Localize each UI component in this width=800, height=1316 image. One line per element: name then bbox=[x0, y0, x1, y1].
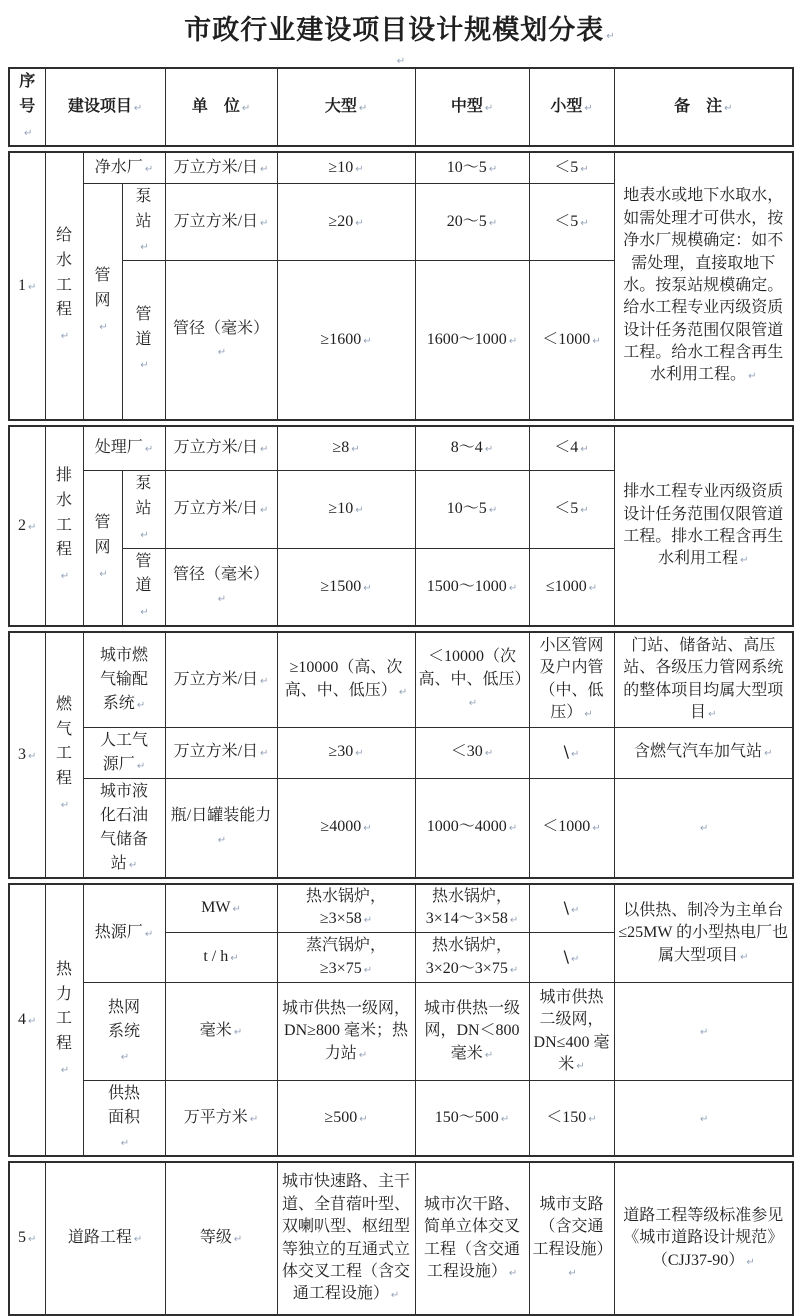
cell-text: ＜5 ↵ bbox=[554, 500, 588, 517]
section-road bbox=[8, 1161, 794, 1316]
cell-text: 20～5 ↵ bbox=[447, 213, 497, 230]
unit-cell bbox=[165, 1081, 277, 1157]
cell-text: \ ↵ bbox=[564, 898, 580, 917]
small-value bbox=[529, 471, 614, 548]
project-group-label bbox=[45, 884, 83, 1157]
cell-text bbox=[698, 818, 708, 835]
cell-text: 小区管网及户内管（中、低压） ↵ bbox=[539, 637, 603, 721]
cell-text: 热水锅炉，≥3×58 ↵ bbox=[306, 888, 386, 927]
remark-cell bbox=[614, 727, 793, 778]
section-water-supply bbox=[8, 151, 794, 420]
cell-text: 备 注 ↵ bbox=[674, 98, 732, 115]
not-applicable-slash bbox=[529, 933, 614, 983]
cell-text: ≥1500 ↵ bbox=[320, 578, 371, 595]
remark-cell bbox=[614, 632, 793, 727]
large-value bbox=[277, 1081, 415, 1157]
header-large bbox=[277, 68, 415, 146]
cell-text: 管网 ↵ bbox=[93, 264, 111, 338]
project-label bbox=[83, 632, 165, 727]
cell-text: 门站、储备站、高压站、各级压力管网系统的整体项目均属大型项目 ↵ bbox=[623, 637, 783, 721]
cell-text: 燃气工程 ↵ bbox=[55, 693, 73, 817]
small-value bbox=[529, 261, 614, 420]
medium-value bbox=[415, 1162, 529, 1315]
header-row bbox=[8, 67, 794, 147]
cell-text: 热网系统 ↵ bbox=[106, 996, 143, 1068]
cell-text: \ ↵ bbox=[564, 947, 580, 966]
project-label bbox=[83, 1081, 165, 1157]
cell-text: 热源厂 ↵ bbox=[95, 924, 153, 941]
project-label bbox=[83, 183, 122, 419]
large-value bbox=[277, 983, 415, 1081]
cell-text: ≥500 ↵ bbox=[324, 1109, 367, 1126]
medium-value bbox=[415, 261, 529, 420]
cell-text: 城市燃气输配系统 ↵ bbox=[96, 644, 151, 716]
cell-text: 5 ↵ bbox=[18, 1229, 36, 1246]
cell-text: t / h ↵ bbox=[203, 948, 238, 965]
cell-text: 以供热、制冷为主单台≤25MW 的小型热电厂也属大型项目 ↵ bbox=[618, 902, 788, 964]
row-number bbox=[9, 884, 45, 1157]
sub-project-label bbox=[122, 183, 165, 260]
medium-value bbox=[415, 983, 529, 1081]
cell-text: 4 ↵ bbox=[18, 1011, 36, 1028]
small-value bbox=[529, 426, 614, 471]
remark-cell bbox=[614, 983, 793, 1081]
project-label bbox=[83, 152, 165, 183]
cell-text: 城市液化石油气储备站 ↵ bbox=[96, 780, 151, 876]
remark-cell bbox=[614, 884, 793, 983]
paragraph-mark bbox=[395, 51, 405, 68]
cell-text: 城市供热一级网，DN＜800 毫米 ↵ bbox=[424, 1000, 520, 1062]
cell-text: 泵站 ↵ bbox=[134, 472, 152, 546]
project-label bbox=[83, 884, 165, 983]
large-value bbox=[277, 548, 415, 626]
cell-text bbox=[698, 1109, 708, 1126]
cell-text: 1000～4000 ↵ bbox=[427, 818, 517, 835]
large-value bbox=[277, 261, 415, 420]
project-label bbox=[83, 778, 165, 878]
unit-cell bbox=[165, 261, 277, 420]
large-value bbox=[277, 471, 415, 548]
cell-text: 万立方米/日 ↵ bbox=[174, 500, 269, 517]
cell-text: 建设项目 ↵ bbox=[68, 98, 142, 115]
cell-text: 含燃气汽车加气站 ↵ bbox=[634, 743, 772, 760]
small-value bbox=[529, 152, 614, 183]
row-number bbox=[9, 152, 45, 419]
cell-text bbox=[698, 1022, 708, 1039]
header-medium bbox=[415, 68, 529, 146]
cell-text: 城市次干路、简单立体交叉工程（含交通工程设施） ↵ bbox=[424, 1196, 520, 1280]
cell-text: \ ↵ bbox=[564, 742, 580, 761]
unit-cell bbox=[165, 471, 277, 548]
small-value bbox=[529, 983, 614, 1081]
cell-text: ≥10 ↵ bbox=[328, 159, 363, 176]
section-gas bbox=[8, 631, 794, 879]
project-label bbox=[83, 983, 165, 1081]
medium-value bbox=[415, 933, 529, 983]
cell-text: 1600～1000 ↵ bbox=[427, 331, 517, 348]
unit-cell bbox=[165, 727, 277, 778]
cell-text: 供热面积 ↵ bbox=[106, 1082, 143, 1154]
cell-text: 万立方米/日 ↵ bbox=[174, 439, 269, 456]
cell-text: 热水锅炉，3×20～3×75 ↵ bbox=[426, 937, 518, 976]
cell-text: 3 ↵ bbox=[18, 746, 36, 763]
unit-cell bbox=[165, 933, 277, 983]
header-remark bbox=[614, 68, 793, 146]
cell-text: 中型 ↵ bbox=[451, 98, 493, 115]
medium-value bbox=[415, 727, 529, 778]
cell-text: 蒸汽锅炉，≥3×75 ↵ bbox=[306, 937, 386, 976]
cell-text: MW ↵ bbox=[201, 899, 241, 916]
cell-text: ＜30 ↵ bbox=[451, 743, 493, 760]
project-label bbox=[83, 727, 165, 778]
cell-text: 管径（毫米） ↵ bbox=[173, 566, 269, 605]
cell-text: 万平方米 ↵ bbox=[184, 1109, 258, 1126]
cell-text: 150～500 ↵ bbox=[435, 1109, 509, 1126]
small-value bbox=[529, 778, 614, 878]
remark-cell bbox=[614, 778, 793, 878]
cell-text: 管径（毫米） ↵ bbox=[173, 320, 269, 359]
large-value bbox=[277, 426, 415, 471]
remark-cell bbox=[614, 426, 793, 626]
cell-text: 万立方米/日 ↵ bbox=[174, 213, 269, 230]
remark-cell bbox=[614, 152, 793, 419]
cell-text: ＜150 ↵ bbox=[546, 1109, 596, 1126]
unit-cell bbox=[165, 183, 277, 260]
medium-value bbox=[415, 1081, 529, 1157]
cell-text: ＜10000（次高、中、低压） ↵ bbox=[419, 648, 531, 710]
cell-text: ≥10 ↵ bbox=[328, 500, 363, 517]
large-value bbox=[277, 727, 415, 778]
cell-text: 小型 ↵ bbox=[550, 98, 592, 115]
cell-text: ＜5 ↵ bbox=[554, 159, 588, 176]
cell-text: 城市供热二级网，DN≤400 毫米 ↵ bbox=[534, 989, 610, 1073]
small-value bbox=[529, 183, 614, 260]
small-value bbox=[529, 632, 614, 727]
medium-value bbox=[415, 548, 529, 626]
cell-text: 热水锅炉，3×14～3×58 ↵ bbox=[426, 888, 518, 927]
sub-project-label bbox=[122, 548, 165, 626]
cell-text: 地表水或地下水取水，如需处理才可供水，按净水厂规模确定：如不需处理，直接取地下水。按泵站规模确定。给水工程专业丙级资质设计任务范围仅限管道工程。给水工程含再生水利用工程。 ↵ bbox=[623, 187, 783, 383]
project-group-label bbox=[45, 152, 83, 419]
cell-text: ＜1000 ↵ bbox=[542, 818, 600, 835]
row-number bbox=[9, 1162, 45, 1315]
section-heating bbox=[8, 883, 794, 1158]
cell-text: 排水工程 ↵ bbox=[55, 464, 73, 588]
cell-text: 8～4 ↵ bbox=[451, 439, 493, 456]
small-value bbox=[529, 548, 614, 626]
not-applicable-slash bbox=[529, 884, 614, 933]
cell-text: ≥8 ↵ bbox=[332, 439, 359, 456]
project-label bbox=[45, 1162, 165, 1315]
cell-text: 泵站 ↵ bbox=[134, 185, 152, 259]
cell-text: ≥10000（高、次高、中、低压） ↵ bbox=[285, 659, 407, 698]
cell-text: 处理厂 ↵ bbox=[95, 439, 153, 456]
unit-cell bbox=[165, 426, 277, 471]
row-number bbox=[9, 632, 45, 878]
page-title-text: 市政行业建设项目设计规模划分表 ↵ bbox=[184, 15, 615, 45]
cell-text: 城市供热一级网，DN≥800 毫米；热力站 ↵ bbox=[282, 1000, 410, 1062]
cell-text: 万立方米/日 ↵ bbox=[174, 743, 269, 760]
cell-text: 大型 ↵ bbox=[325, 98, 367, 115]
small-value bbox=[529, 1081, 614, 1157]
medium-value bbox=[415, 471, 529, 548]
small-value bbox=[529, 1162, 614, 1315]
header-unit bbox=[165, 68, 277, 146]
section-drainage bbox=[8, 425, 794, 627]
large-value bbox=[277, 933, 415, 983]
unit-cell bbox=[165, 778, 277, 878]
remark-cell bbox=[614, 1081, 793, 1157]
paragraph-mark-line bbox=[0, 55, 800, 67]
cell-text: 给水工程 ↵ bbox=[55, 224, 73, 348]
cell-text: 序号 ↵ bbox=[18, 70, 36, 144]
not-applicable-slash bbox=[529, 727, 614, 778]
medium-value bbox=[415, 152, 529, 183]
cell-text: 管网 ↵ bbox=[93, 511, 111, 585]
large-value bbox=[277, 183, 415, 260]
unit-cell bbox=[165, 632, 277, 727]
cell-text: 10～5 ↵ bbox=[447, 500, 497, 517]
unit-cell bbox=[165, 983, 277, 1081]
sub-project-label bbox=[122, 261, 165, 420]
cell-text: 1 ↵ bbox=[18, 277, 36, 294]
cell-text: ≤1000 ↵ bbox=[546, 578, 597, 595]
large-value bbox=[277, 632, 415, 727]
medium-value bbox=[415, 778, 529, 878]
cell-text: ≥30 ↵ bbox=[328, 743, 363, 760]
cell-text: 单 位 ↵ bbox=[192, 98, 250, 115]
cell-text: 人工气源厂 ↵ bbox=[96, 729, 151, 777]
large-value bbox=[277, 884, 415, 933]
medium-value bbox=[415, 632, 529, 727]
cell-text: ≥4000 ↵ bbox=[320, 818, 371, 835]
unit-cell bbox=[165, 548, 277, 626]
project-label bbox=[83, 471, 122, 626]
row-number bbox=[9, 426, 45, 626]
cell-text: ＜1000 ↵ bbox=[542, 331, 600, 348]
cell-text: 管道 ↵ bbox=[134, 550, 152, 624]
project-group-label bbox=[45, 632, 83, 878]
cell-text: 2 ↵ bbox=[18, 517, 36, 534]
unit-cell bbox=[165, 884, 277, 933]
cell-text: 万立方米/日 ↵ bbox=[174, 671, 269, 688]
project-label bbox=[83, 426, 165, 471]
medium-value bbox=[415, 426, 529, 471]
document-page bbox=[0, 12, 800, 1316]
scale-division-table bbox=[0, 67, 800, 1316]
cell-text: 毫米 ↵ bbox=[200, 1022, 242, 1039]
unit-cell bbox=[165, 152, 277, 183]
cell-text: ≥1600 ↵ bbox=[320, 331, 371, 348]
cell-text: 净水厂 ↵ bbox=[95, 159, 153, 176]
cell-text: 排水工程专业丙级资质设计任务范围仅限管道工程。排水工程含再生水利用工程 ↵ bbox=[623, 483, 783, 567]
cell-text: 道路工程 ↵ bbox=[68, 1229, 142, 1246]
header-index bbox=[9, 68, 45, 146]
remark-cell bbox=[614, 1162, 793, 1315]
cell-text: ＜4 ↵ bbox=[554, 439, 588, 456]
large-value bbox=[277, 152, 415, 183]
cell-text: 等级 ↵ bbox=[200, 1229, 242, 1246]
header-small bbox=[529, 68, 614, 146]
cell-text: 10～5 ↵ bbox=[447, 159, 497, 176]
page-title bbox=[0, 12, 800, 55]
cell-text: 城市支路（含交通工程设施） ↵ bbox=[533, 1196, 613, 1280]
medium-value bbox=[415, 183, 529, 260]
cell-text: 热力工程 ↵ bbox=[55, 958, 73, 1082]
large-value bbox=[277, 1162, 415, 1315]
cell-text: ＜5 ↵ bbox=[554, 213, 588, 230]
cell-text: ≥20 ↵ bbox=[328, 213, 363, 230]
unit-cell bbox=[165, 1162, 277, 1315]
sub-project-label bbox=[122, 471, 165, 548]
large-value bbox=[277, 778, 415, 878]
cell-text: 城市快速路、主干道、全苜蓿叶型、双喇叭型、枢纽型等独立的互通式立体交叉工程（含交通工程设施） ↵ bbox=[282, 1173, 410, 1302]
project-group-label bbox=[45, 426, 83, 626]
medium-value bbox=[415, 884, 529, 933]
cell-text: 瓶/日罐装能力 ↵ bbox=[171, 807, 271, 846]
cell-text: 道路工程等级标准参见《城市道路设计规范》（CJJ37-90） ↵ bbox=[623, 1207, 783, 1269]
header-project bbox=[45, 68, 165, 146]
cell-text: 1500～1000 ↵ bbox=[427, 578, 517, 595]
cell-text: 万立方米/日 ↵ bbox=[174, 159, 269, 176]
cell-text: 管道 ↵ bbox=[134, 303, 152, 377]
